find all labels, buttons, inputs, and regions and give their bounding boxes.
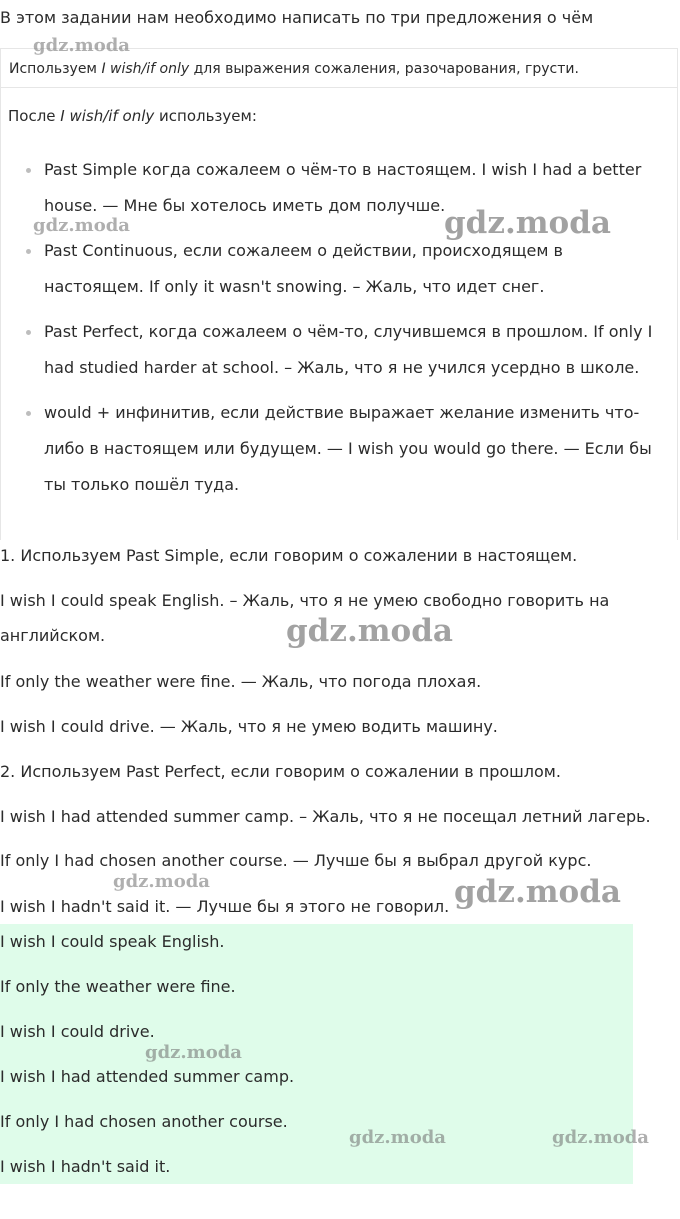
intro-text: В этом задании нам необходимо написать по три предложения о чём — [0, 8, 594, 27]
rule-header-em: I wish/if only — [101, 61, 190, 77]
watermark-logo: gdz.moda — [113, 871, 210, 892]
rule-item-text: Past Continuous, если сожалеем о действии, происходящем в настоящем. If only it wasn't snowing. – Жаль, что идет снег. — [44, 241, 563, 296]
bullet-icon — [26, 411, 31, 416]
rule-item — [0, 314, 670, 386]
answer-line: If only the weather were fine. — [0, 977, 236, 996]
answer-box — [0, 924, 633, 1184]
rule-item-text: Past Simple когда сожалеем о чём-то в настоящем. I wish I had a better house. — Мне бы хотелось иметь дом получше. — [44, 160, 642, 215]
answer-line: I wish I could speak English. — [0, 932, 225, 951]
explanation-line: I wish I had attended summer camp. – Жаль, что я не посещал летний лагерь. — [0, 807, 651, 826]
explanation-line: английском. — [0, 626, 106, 645]
rule-item-text: would + инфинитив, если действие выражает желание изменить что-либо в настоящем или будущем. — I wish you would go there. — Если бы ты только пошёл туда. — [44, 403, 652, 494]
explanation-line: 2. Используем Past Perfect, если говорим о сожалении в прошлом. — [0, 762, 561, 781]
bullet-icon — [26, 249, 31, 254]
explanation-line: 1. Используем Past Simple, если говорим о сожалении в настоящем. — [0, 546, 578, 565]
rule-after-line — [8, 106, 257, 126]
watermark-logo: gdz.moda — [145, 1042, 242, 1063]
watermark-logo: gdz.moda — [33, 215, 130, 236]
answer-line: I wish I had attended summer camp. — [0, 1067, 295, 1086]
explanation-line: I wish I could speak English. – Жаль, что я не умею свободно говорить на — [0, 591, 610, 610]
rule-item — [0, 395, 670, 503]
watermark-logo: gdz.moda — [552, 1127, 649, 1148]
bullet-icon — [26, 330, 31, 335]
explanation-line: I wish I could drive. — Жаль, что я не умею водить машину. — [0, 717, 498, 736]
answer-line: If only I had chosen another course. — [0, 1112, 288, 1131]
after-post: используем: — [154, 107, 257, 125]
explanation-line: If only I had chosen another course. — Лучше бы я выбрал другой курс. — [0, 851, 592, 870]
rule-item-text: Past Perfect, когда сожалеем о чём-то, случившемся в прошлом. If only I had studied harder at school. – Жаль, что я не учился усердно в школе. — [44, 322, 653, 377]
rule-header-pre: Используем — [9, 61, 102, 77]
watermark-logo: gdz.moda — [444, 205, 611, 241]
watermark-logo: gdz.moda — [454, 874, 621, 910]
bullet-icon — [26, 168, 31, 173]
answer-line: I wish I could drive. — [0, 1022, 155, 1041]
watermark-logo: gdz.moda — [349, 1127, 446, 1148]
rule-item — [0, 233, 670, 305]
after-pre: После — [8, 107, 61, 125]
watermark-logo: gdz.moda — [286, 613, 453, 649]
after-em: I wish/if only — [60, 107, 155, 125]
explanation-line: If only the weather were fine. — Жаль, что погода плохая. — [0, 672, 482, 691]
watermark-logo: gdz.moda — [33, 35, 130, 56]
explanation-line: I wish I hadn't said it. — Лучше бы я этого не говорил. — [0, 897, 450, 916]
rule-header-post: для выражения сожаления, разочарования, грусти. — [189, 61, 579, 77]
answer-line: I wish I hadn't said it. — [0, 1157, 171, 1176]
